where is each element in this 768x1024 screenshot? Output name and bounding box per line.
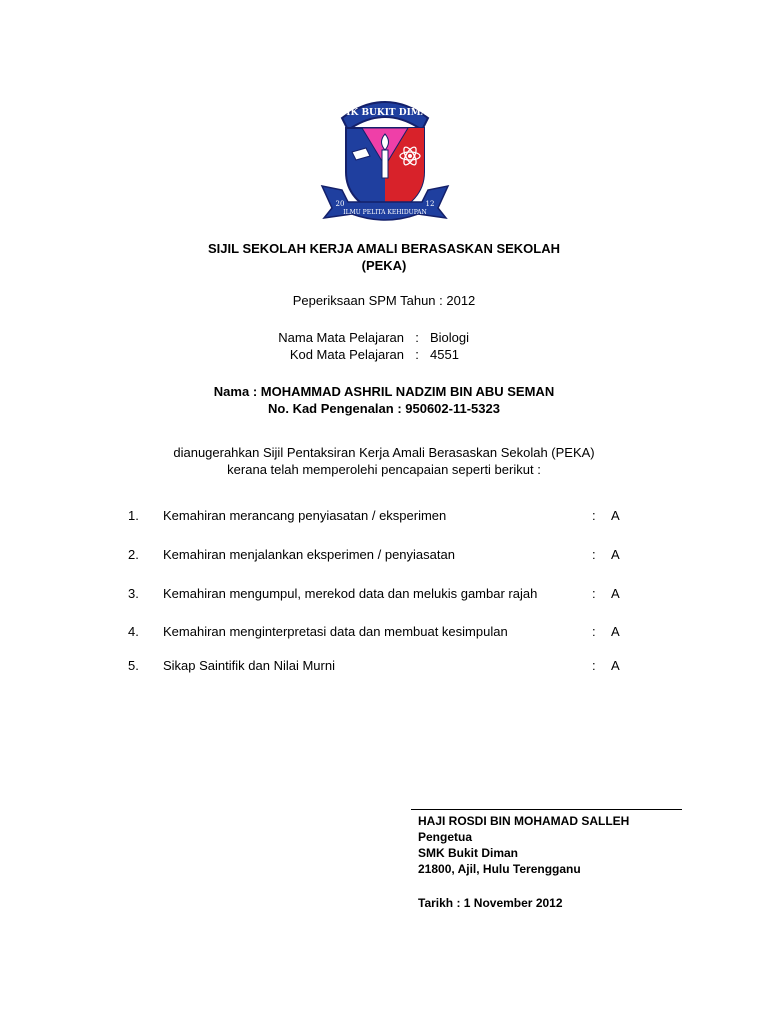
skill-description: Kemahiran menjalankan eksperimen / penyiasatan	[163, 547, 455, 562]
skill-number: 4.	[128, 624, 139, 639]
signatory-school: SMK Bukit Diman	[418, 846, 519, 860]
skill-row	[0, 657, 768, 675]
subject-name-value: Biologi	[430, 330, 470, 345]
certificate-date: Tarikh : 1 November 2012	[418, 896, 563, 910]
student-ic: No. Kad Pengenalan : 950602-11-5323	[268, 401, 500, 416]
skill-description: Kemahiran menginterpretasi data dan membuat kesimpulan	[163, 624, 508, 639]
student-name: Nama : MOHAMMAD ASHRIL NADZIM BIN ABU SEMAN	[213, 384, 555, 399]
skill-description: Kemahiran merancang penyiasatan / eksperimen	[163, 508, 447, 523]
skill-description: Sikap Saintifik dan Nilai Murni	[163, 658, 335, 673]
subject-code-separator: :	[415, 347, 419, 362]
certificate-title-line1: SIJIL SEKOLAH KERJA AMALI BERASASKAN SEKOLAH	[208, 241, 560, 256]
skill-colon: :	[592, 658, 596, 673]
award-statement	[0, 444, 768, 478]
skill-grade: A	[611, 624, 620, 639]
skill-number: 5.	[128, 658, 139, 673]
subject-name-separator: :	[415, 330, 419, 345]
award-line1: dianugerahkan Sijil Pentaksiran Kerja Amali Berasaskan Sekolah (PEKA)	[173, 445, 595, 460]
crest-ribbon-right: 12	[425, 200, 435, 208]
skill-number: 3.	[128, 586, 139, 601]
skill-colon: :	[592, 586, 596, 601]
skill-description: Kemahiran mengumpul, merekod data dan melukis gambar rajah	[163, 586, 538, 601]
signatory-address: 21800, Ajil, Hulu Terengganu	[418, 862, 581, 876]
student-info	[0, 383, 768, 417]
crest-top-text: SMK BUKIT DIMAN	[334, 108, 436, 118]
signatory-name: HAJI ROSDI BIN MOHAMAD SALLEH	[418, 814, 630, 828]
skill-grade: A	[611, 586, 620, 601]
subject-name-row	[0, 329, 768, 346]
exam-line: Peperiksaan SPM Tahun : 2012	[292, 293, 476, 308]
subject-name-label: Nama Mata Pelajaran	[278, 330, 404, 345]
skill-colon: :	[592, 624, 596, 639]
certificate-title	[0, 240, 768, 274]
school-crest-icon	[318, 90, 452, 230]
skill-colon: :	[592, 508, 596, 523]
signature-line	[411, 809, 682, 810]
skill-grade: A	[611, 508, 620, 523]
skill-grade: A	[611, 547, 620, 562]
skill-row	[0, 507, 768, 525]
skill-number: 2.	[128, 547, 139, 562]
subject-code-row	[0, 346, 768, 363]
skill-row	[0, 623, 768, 641]
signatory-position: Pengetua	[418, 830, 473, 844]
subject-code-label: Kod Mata Pelajaran	[289, 347, 404, 362]
crest-band-text: ILMU PELITA KEHIDUPAN	[343, 209, 427, 216]
award-line2: kerana telah memperolehi pencapaian seperti berikut :	[227, 462, 541, 477]
crest-ribbon-left: 20	[335, 200, 345, 208]
skill-colon: :	[592, 547, 596, 562]
subject-info	[0, 329, 768, 363]
signatory-block	[418, 813, 629, 911]
skill-number: 1.	[128, 508, 139, 523]
skill-row	[0, 546, 768, 564]
skill-grade: A	[611, 658, 620, 673]
skill-row	[0, 585, 768, 603]
certificate-title-line2: (PEKA)	[361, 258, 407, 273]
subject-code-value: 4551	[430, 347, 459, 362]
